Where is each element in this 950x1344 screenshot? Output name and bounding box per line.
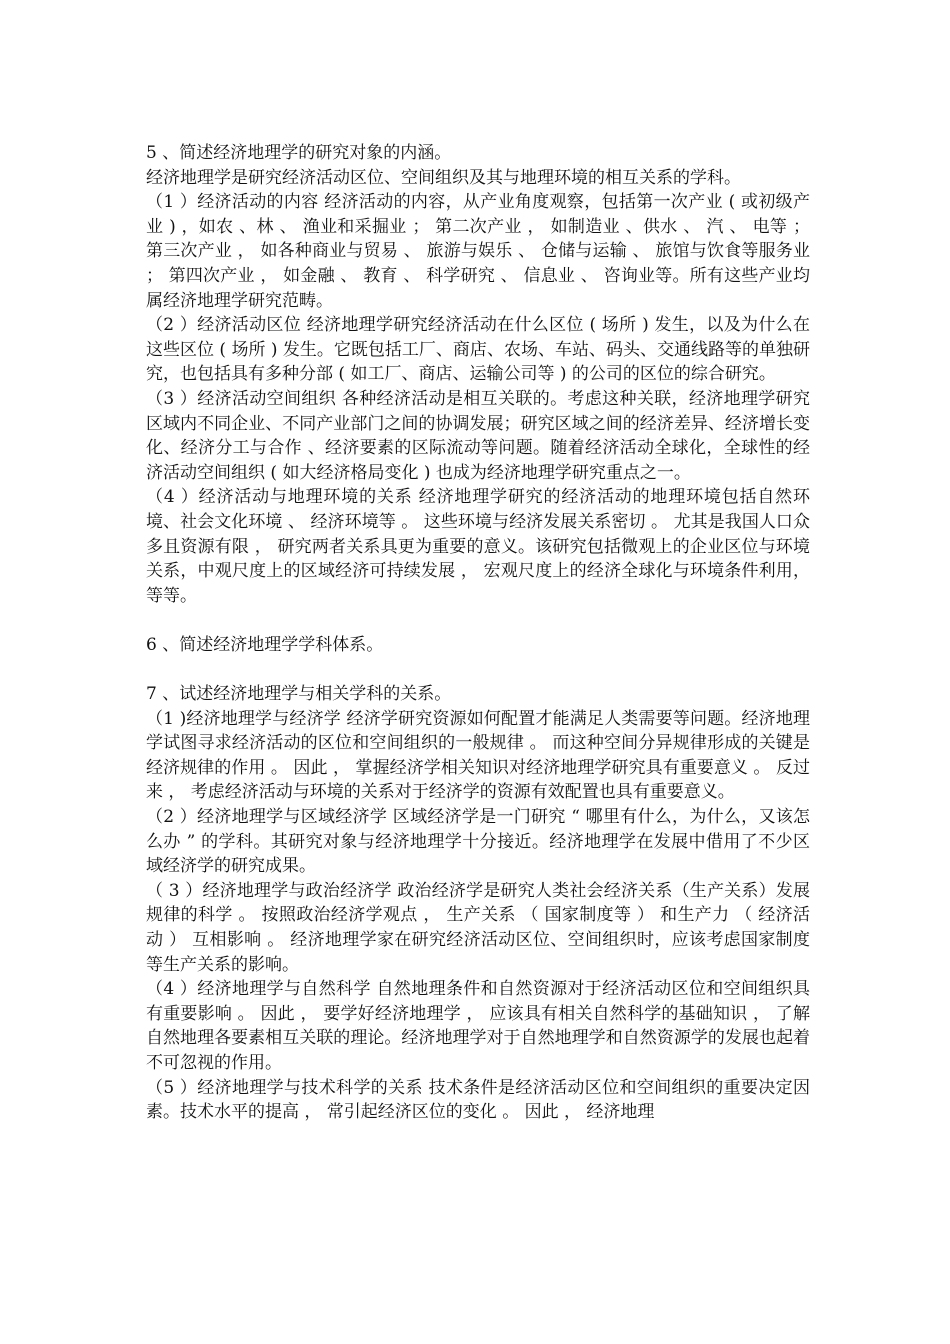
document-body <box>146 141 810 1125</box>
section-7-point-3: （ 3 ）经济地理学与政治经济学 政治经济学是研究人类社会经济关系（生产关系）发展规律的科学 。 按照政治经济学观点 ， 生产关系 （ 国家制度等 ） 和生产力 （ 经济活动 ） 互相影响 。 经济地理学家在研究经济活动区位、空间组织时，应该考虑国家制度等生产关系的影响。 <box>146 880 810 975</box>
section-5-point-3: （3 ）经济活动空间组织 各种经济活动是相互关联的。考虑这种关联，经济地理学研究区域内不同企业、不同产业部门之间的协调发展；研究区域之间的经济差异、经济增长变化、经济分工与合作 、经济要素的区际流动等问题。随着经济活动全球化，全球性的经济活动空间组织 ( 如大经济格局变化 ) 也成为经济地理学研究重点之一。 <box>146 388 810 483</box>
section-7-heading: 7 、试述经济地理学与相关学科的关系。 <box>146 684 452 705</box>
section-5-point-4: （4 ）经济活动与地理环境的关系 经济地理学研究的经济活动的地理环境包括自然环境、社会文化环境 、 经济环境等 。 这些环境与经济发展关系密切 。 尤其是我国人口众多且资源有限 ， 研究两者关系具更为重要的意义。该研究包括微观上的企业区位与环境关系，中观尺度上的区域经济可持续发展 ， 宏观尺度上的经济全球化与环境条件利用，等等。 <box>146 487 810 606</box>
section-5-point-2: （2 ）经济活动区位 经济地理学研究经济活动在什么区位 ( 场所 ) 发生，以及为什么在这些区位 ( 场所 ) 发生。它既包括工厂、商店、农场、车站、码头、交通线路等的单独研究，也包括具有多种分部 ( 如工厂、商店、运输公司等 ) 的公司的区位的综合研究。 <box>146 315 810 385</box>
section-7-point-2: （2 ）经济地理学与区域经济学 区域经济学是一门研究 “ 哪里有什么，为什么，又该怎么办 ” 的学科。其研究对象与经济地理学十分接近。经济地理学在发展中借用了不少区域经济学的研究成果。 <box>146 807 810 877</box>
section-5-point-1: （1 ）经济活动的内容 经济活动的内容，从产业角度观察，包括第一次产业 ( 或初级产业 ) ，如农 、林 、 渔业和采掘业 ； 第二次产业 ， 如制造业 、供水 、 汽 、 电等 ； 第三次产业 ， 如各种商业与贸易 、 旅游与娱乐 、 仓储与运输 、 旅馆与饮食等服务业 ； 第四次产业 ， 如金融 、 教育 、 科学研究 、 信息业 、 咨询业等。所有这些产业均属经济地理学研究范畴。 <box>146 192 810 311</box>
section-7-point-1: （1 )经济地理学与经济学 经济学研究资源如何配置才能满足人类需要等问题。经济地理学试图寻求经济活动的区位和空间组织的一般规律 。 而这种空间分异规律形成的关键是经济规律的作用 。 因此 ， 掌握经济学相关知识对经济地理学研究具有重要意义 。 反过来 ， 考虑经济活动与环境的关系对于经济学的资源有效配置也具有重要意义。 <box>146 708 810 803</box>
section-5-definition: 经济地理学是研究经济活动区位、空间组织及其与地理环境的相互关系的学科。 <box>146 167 741 188</box>
section-7-point-5: （5 ）经济地理学与技术科学的关系 技术条件是经济活动区位和空间组织的重要决定因素。技术水平的提高 ， 常引起经济区位的变化 。 因此 ， 经济地理 <box>146 1077 810 1123</box>
paragraph-gap <box>146 657 810 682</box>
section-5-heading: 5 、简述经济地理学的研究对象的内涵。 <box>146 143 452 163</box>
paragraph-gap <box>146 608 810 633</box>
section-7-point-4: （4 ）经济地理学与自然科学 自然地理条件和自然资源对于经济活动区位和空间组织具有重要影响 。 因此 ， 要学好经济地理学 ， 应该具有相关自然科学的基础知识 ， 了解自然地理各要素相互关联的理论。经济地理学对于自然地理学和自然资源学的发展也起着不可忽视的作用。 <box>146 979 810 1073</box>
section-6-heading: 6 、简述经济地理学学科体系。 <box>146 634 384 655</box>
